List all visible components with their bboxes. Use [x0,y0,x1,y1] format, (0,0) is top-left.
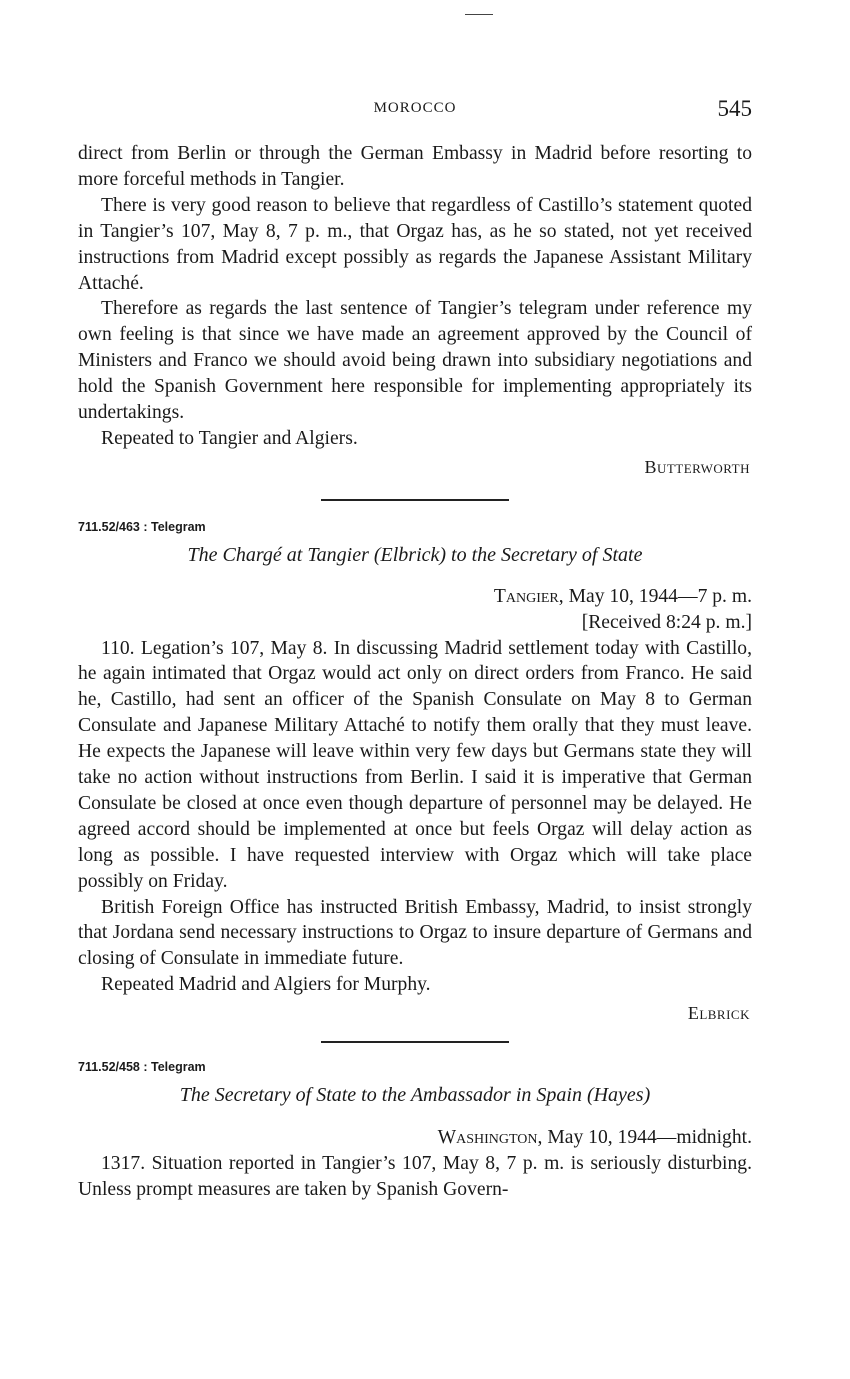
paragraph: 1317. Situation reported in Tangier’s 107, May 8, 7 p. m. is seriously disturbing. Unless prompt measures are taken by Spanish Govern- [78,1152,752,1200]
page-body [78,141,752,1203]
document-reference: 711.52/458 : Telegram [78,1060,206,1075]
running-title: MOROCCO [373,100,457,116]
paragraph: British Foreign Office has instructed British Embassy, Madrid, to insist strongly that Jordana send necessary instructions to Orgaz to insure departure of Germans and closing of Consulate in immediate future. [78,896,752,970]
section-divider [321,499,509,501]
dateline-place: Tangier, [493,585,564,607]
document-reference: 711.52/463 : Telegram [78,519,206,534]
paragraph: 110. Legation’s 107, May 8. In discussing Madrid settlement today with Castillo, he again intimated that Orgaz would act only on direct orders from Franco. He said he, Castillo, had sent an officer of the Spanish Consulate on May 8 to German Consulate and Japanese Military Attaché to notify them orally that they must leave. He expects the Japanese will leave within very few days but Germans state they will take no action without instructions from Berlin. I said it is imperative that German Consulate be closed at once even though departure of personnel may be delayed. He agreed accord should be implemented at once but feels Orgaz will delay action as long as possible. I have requested interview with Orgaz which will take place possibly on Friday. [78,637,752,892]
signature: Butterworth [644,456,750,477]
paragraph: direct from Berlin or through the German Embassy in Madrid before resorting to more forceful methods in Tangier. [78,143,752,190]
dateline-date: May 10, 1944—7 p. m. [568,585,752,607]
dateline-place: Washington, [437,1127,543,1148]
paragraph: Repeated Madrid and Algiers for Murphy. [101,974,431,996]
page-number: 545 [717,96,752,121]
section-divider [321,1041,509,1043]
dateline [78,1125,752,1151]
running-head [78,96,752,126]
paragraph: Therefore as regards the last sentence of Tangier’s telegram under reference my own feeling is that since we have made an agreement approved by the Council of Ministers and Franco we should avoid being drawn into subsidiary negotiations and hold the Spanish Government here responsible for implementing appropriately its undertakings. [78,298,752,424]
paragraph: Repeated to Tangier and Algiers. [101,427,358,449]
document-title: The Chargé at Tangier (Elbrick) to the Secretary of State [187,543,643,566]
dateline-date: May 10, 1944—midnight. [547,1127,752,1148]
top-rule [465,14,493,15]
document-title: The Secretary of State to the Ambassador in Spain (Hayes) [179,1084,651,1107]
received-note: [Received 8:24 p. m.] [581,611,752,633]
signature: Elbrick [687,1003,750,1024]
paragraph: There is very good reason to believe that regardless of Castillo’s statement quoted in Tangier’s 107, May 8, 7 p. m., that Orgaz has, as he so stated, not yet received instructions from Madrid except possibly as regards the Japanese Assistant Military Attaché. [78,194,752,294]
dateline [78,584,752,610]
